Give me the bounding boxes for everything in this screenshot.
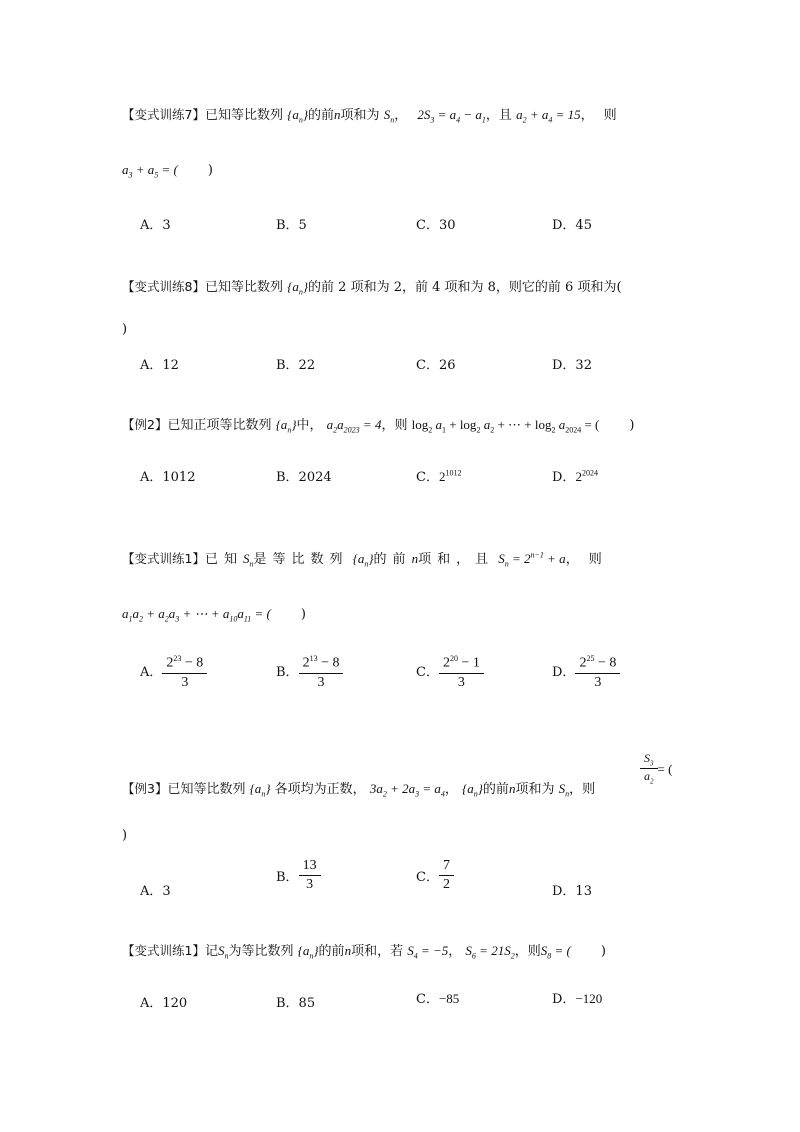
option-c: C．−85 bbox=[416, 991, 460, 1007]
question-5-line-2: ) bbox=[122, 828, 128, 843]
option-d: D．13 bbox=[552, 884, 592, 899]
question-3-line-1: 【例2】已知正项等比数列 $\{a_n\}$中， $a_2a_{2023} = 4$，则 $\log_2 a_1 + \log_2 a_2$ + ⋯ + $\log_2 a_{2024}$ = ( ) bbox=[122, 417, 635, 435]
option-b: B．22 bbox=[276, 358, 316, 373]
option-c: C． $\frac{2^{20} - 1}{3}$ bbox=[416, 654, 484, 691]
option-a: A． $\frac{2^{23} - 8}{3}$ bbox=[140, 654, 207, 691]
question-tag: 【变式训练1】 bbox=[122, 551, 205, 566]
question-tag: 【例3】 bbox=[122, 781, 168, 796]
option-d: D． $\frac{2^{25} - 8}{3}$ bbox=[552, 654, 620, 691]
option-a: A．3 bbox=[140, 884, 171, 899]
question-5-line-1: 【例3】已知等比数列 $\{a_n\}$ 各项均为正数， $3a_2 + 2a_3 = a_4$， $\{a_n\}$的前n项和为 $S_n$，则 bbox=[122, 781, 596, 799]
option-b: B． $\frac{13}{3}$ bbox=[276, 858, 321, 893]
option-d: D．45 bbox=[552, 218, 592, 233]
option-c: C．$2^{1012}$ bbox=[416, 468, 462, 485]
q5-fraction: $\frac{S_3}{a_2}$ = ( bbox=[640, 752, 672, 786]
question-1-line-1: 【变式训练7】已知等比数列 $\{a_n\}$的前n项和为 $S_n$， $2S_3 = a_4 - a_1$，且 $a_2 + a_4 = 15$， 则 bbox=[122, 107, 617, 125]
option-c: C．26 bbox=[416, 358, 456, 373]
option-b: B． $\frac{2^{13} - 8}{3}$ bbox=[276, 654, 343, 691]
option-b: B．85 bbox=[276, 996, 316, 1011]
question-6-line-1: 【变式训练1】记$S_n$为等比数列 $\{a_n\}$的前n项和，若 $S_4 = -5$， $S_6 = 21S_2$，则$S_8$ = ( ) bbox=[122, 943, 606, 961]
option-a: A．1012 bbox=[140, 470, 196, 485]
option-c: C． $\frac{7}{2}$ bbox=[416, 858, 454, 893]
option-d: D．$2^{2024}$ bbox=[552, 468, 598, 485]
option-d: D．−120 bbox=[552, 991, 603, 1007]
option-a: A．12 bbox=[140, 358, 179, 373]
question-2-line-1: 【变式训练8】已知等比数列 $\{a_n\}$的前 2 项和为 2，前 4 项和为 8，则它的前 6 项和为( bbox=[122, 279, 622, 297]
question-tag: 【变式训练1】 bbox=[122, 943, 205, 958]
option-b: B．5 bbox=[276, 218, 307, 233]
option-c: C．30 bbox=[416, 218, 456, 233]
option-b: B．2024 bbox=[276, 470, 332, 485]
question-2-line-2: ) bbox=[122, 322, 128, 337]
option-a: A．3 bbox=[140, 218, 171, 233]
question-4-line-2: $a_1a_2 + a_2a_3$ + ⋯ + $a_{10}a_{11}$ = ( ) bbox=[122, 606, 306, 624]
question-4-line-1: 【变式训练1】已知$S_n$是等比数列 $\{a_n\}$的前n项和，且 $S_n = 2^{n-1} + a$， 则 bbox=[122, 550, 602, 569]
option-d: D．32 bbox=[552, 358, 592, 373]
question-tag: 【例2】 bbox=[122, 417, 168, 432]
option-a: A．120 bbox=[140, 996, 188, 1011]
question-1-line-2: $a_3 + a_5$ = ( ) bbox=[122, 162, 213, 180]
question-tag: 【变式训练8】 bbox=[122, 279, 205, 294]
question-tag: 【变式训练7】 bbox=[122, 107, 205, 122]
